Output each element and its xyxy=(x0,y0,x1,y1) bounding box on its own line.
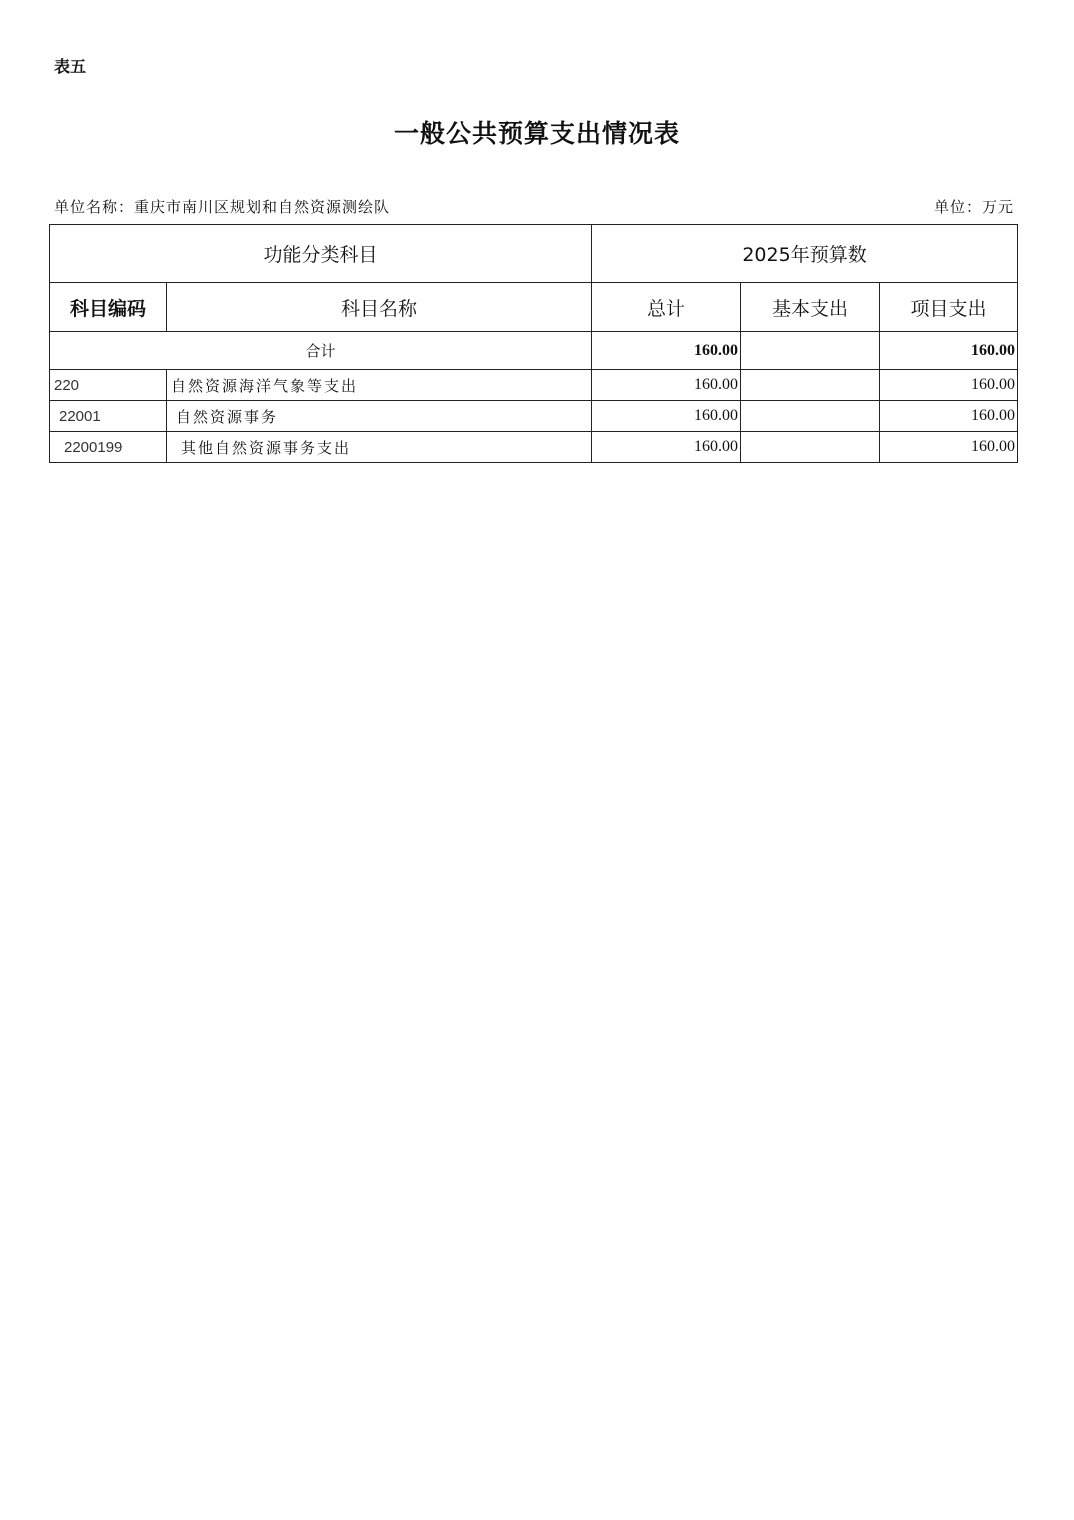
code-header: 科目编码 xyxy=(50,283,167,332)
row-name: 其他自然资源事务支出 xyxy=(167,432,592,463)
row-project: 160.00 xyxy=(880,401,1018,432)
total-label: 合计 xyxy=(50,332,592,370)
functional-header: 功能分类科目 xyxy=(50,225,592,283)
column-header-row xyxy=(50,283,1018,332)
row-total: 160.00 xyxy=(592,370,741,401)
row-basic xyxy=(741,401,880,432)
row-basic xyxy=(741,370,880,401)
basic-header: 基本支出 xyxy=(741,283,880,332)
budget-table xyxy=(49,224,1018,463)
unit-name: 单位名称：重庆市南川区规划和自然资源测绘队 xyxy=(54,198,391,216)
table-row xyxy=(50,401,1018,432)
project-header: 项目支出 xyxy=(880,283,1018,332)
row-project: 160.00 xyxy=(880,370,1018,401)
page-title: 一般公共预算支出情况表 xyxy=(393,119,680,148)
table-row xyxy=(50,370,1018,401)
row-code: 220 xyxy=(50,370,167,401)
page-label: 表五 xyxy=(54,57,87,76)
name-header: 科目名称 xyxy=(167,283,592,332)
total-total: 160.00 xyxy=(592,332,741,370)
row-total: 160.00 xyxy=(592,401,741,432)
budget-header: 2025年预算数 xyxy=(592,225,1018,283)
unit-label: 单位：万元 xyxy=(933,198,1014,216)
group-header-row xyxy=(50,225,1018,283)
row-name: 自然资源海洋气象等支出 xyxy=(167,370,592,401)
table-row xyxy=(50,432,1018,463)
total-header: 总计 xyxy=(592,283,741,332)
total-basic xyxy=(741,332,880,370)
row-project: 160.00 xyxy=(880,432,1018,463)
row-total: 160.00 xyxy=(592,432,741,463)
total-row xyxy=(50,332,1018,370)
total-project: 160.00 xyxy=(880,332,1018,370)
row-name: 自然资源事务 xyxy=(167,401,592,432)
row-code: 2200199 xyxy=(50,432,167,463)
row-basic xyxy=(741,432,880,463)
row-code: 22001 xyxy=(50,401,167,432)
